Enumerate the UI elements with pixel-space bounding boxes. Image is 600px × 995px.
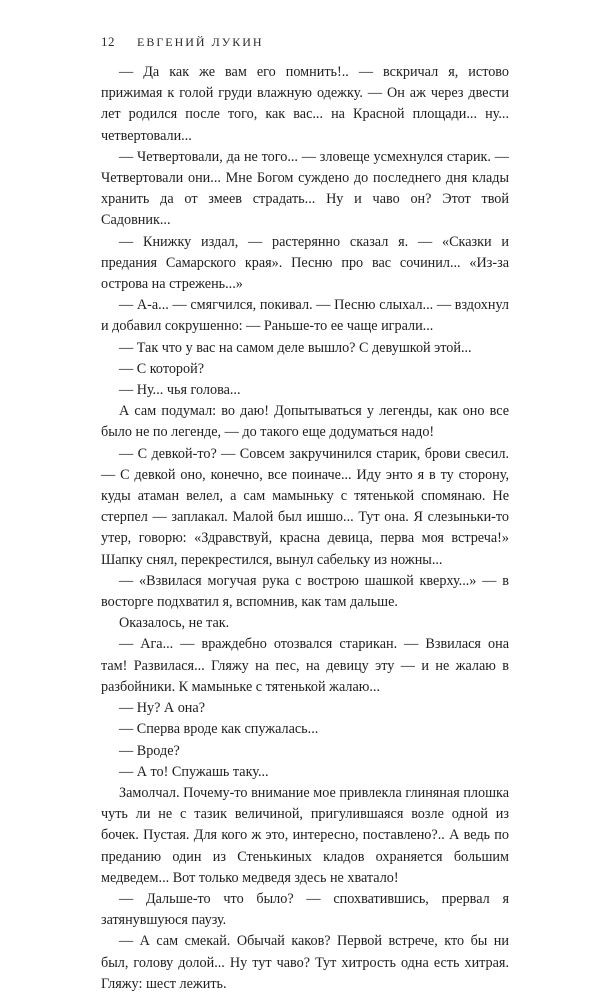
paragraph: — А сам смекай. Обычай каков? Первой встрече, кто бы ни был, голову долой... Ну тут чаво? Тут хитрость одна есть хитрая. Гляжу: шест лежить.: [101, 933, 509, 992]
paragraph: — Дальше-то что было? — спохватившись, прервал я затянувшуюся паузу.: [101, 890, 509, 929]
paragraph: Замолчал. Почему-то внимание мое привлекла глиняная плошка чуть ли не с тазик величиной, пригулившаяся возле одной из бочек. Пустая. Для кого ж это, интересно, поставлено?.. А ведь по преданию один из Стенькиных кладов охраняется большим медведем... Вот только медведя здесь не хватало!: [101, 784, 509, 886]
paragraph: — А то! Спужашь таку...: [119, 763, 269, 780]
paragraph: — Ага... — враждебно отозвался старикан. — Взвилася она там! Развилася... Гляжу на пес, на девицу эту — и не жалаю в разбойники. К мамыньке с тятенькой жалаю...: [101, 636, 509, 695]
paragraph: — Да как же вам его помнить!.. — вскричал я, истово прижимая к голой груди влажную одежку. — Он аж через двести лет родился после того, как вас... на Красной площади... ну... четвертовали...: [101, 64, 509, 144]
page-number: 12: [101, 34, 115, 49]
paragraph: — С которой?: [119, 360, 205, 377]
paragraph: — Вроде?: [119, 742, 180, 759]
paragraph: — С девкой-то? — Совсем закручинился старик, брови свесил. — С девкой оно, конечно, все поиначе... Иду энто я в ту сторону, куды атаман велел, а сам мамыньку с тятенькой спомянаю. Не стерпел — заплакал. Малой был ишшо... Тут она. Я слезыньки-то утер, говорю: «Здравствуй, красна девица, перва моя встреча!» Шапку снял, перекрестился, вынул сабельку из ножны...: [101, 445, 509, 568]
paragraph: — Так что у вас на самом деле вышло? С девушкой этой...: [119, 339, 472, 356]
running-header: [101, 34, 264, 50]
body-text: [101, 62, 509, 995]
paragraph: — Четвертовали, да не того... — зловеще усмехнулся старик. — Четвертовали они... Мне Богом суждено до последнего дня клады хранить да от змеев страдать... Ну и чаво он? Этот твой Садовник...: [101, 148, 509, 229]
paragraph: А сам подумал: во даю! Допытываться у легенды, как оно все было не по легенде, — до такого еще додуматься надо!: [101, 403, 509, 441]
paragraph: Оказалось, не так.: [119, 615, 230, 632]
paragraph: — А-а... — смягчился, покивал. — Песню слыхал... — вздохнул и добавил сокрушенно: — Раньше-то ее чаще играли...: [101, 297, 509, 335]
author-name: ЕВГЕНИЙ ЛУКИН: [137, 35, 264, 49]
paragraph: — Книжку издал, — растерянно сказал я. — «Сказки и предания Самарского края». Песню про вас сочинил... «Из-за острова на стрежень...»: [101, 233, 509, 293]
paragraph: — Сперва вроде как спужалась...: [119, 721, 319, 738]
paragraph: — Ну? А она?: [119, 700, 205, 717]
paragraph: — «Взвилася могучая рука с вострою шашкой кверху...» — в восторге подхватил я, вспомнив, как там дальше.: [101, 572, 509, 611]
paragraph: — Ну... чья голова...: [119, 382, 241, 399]
